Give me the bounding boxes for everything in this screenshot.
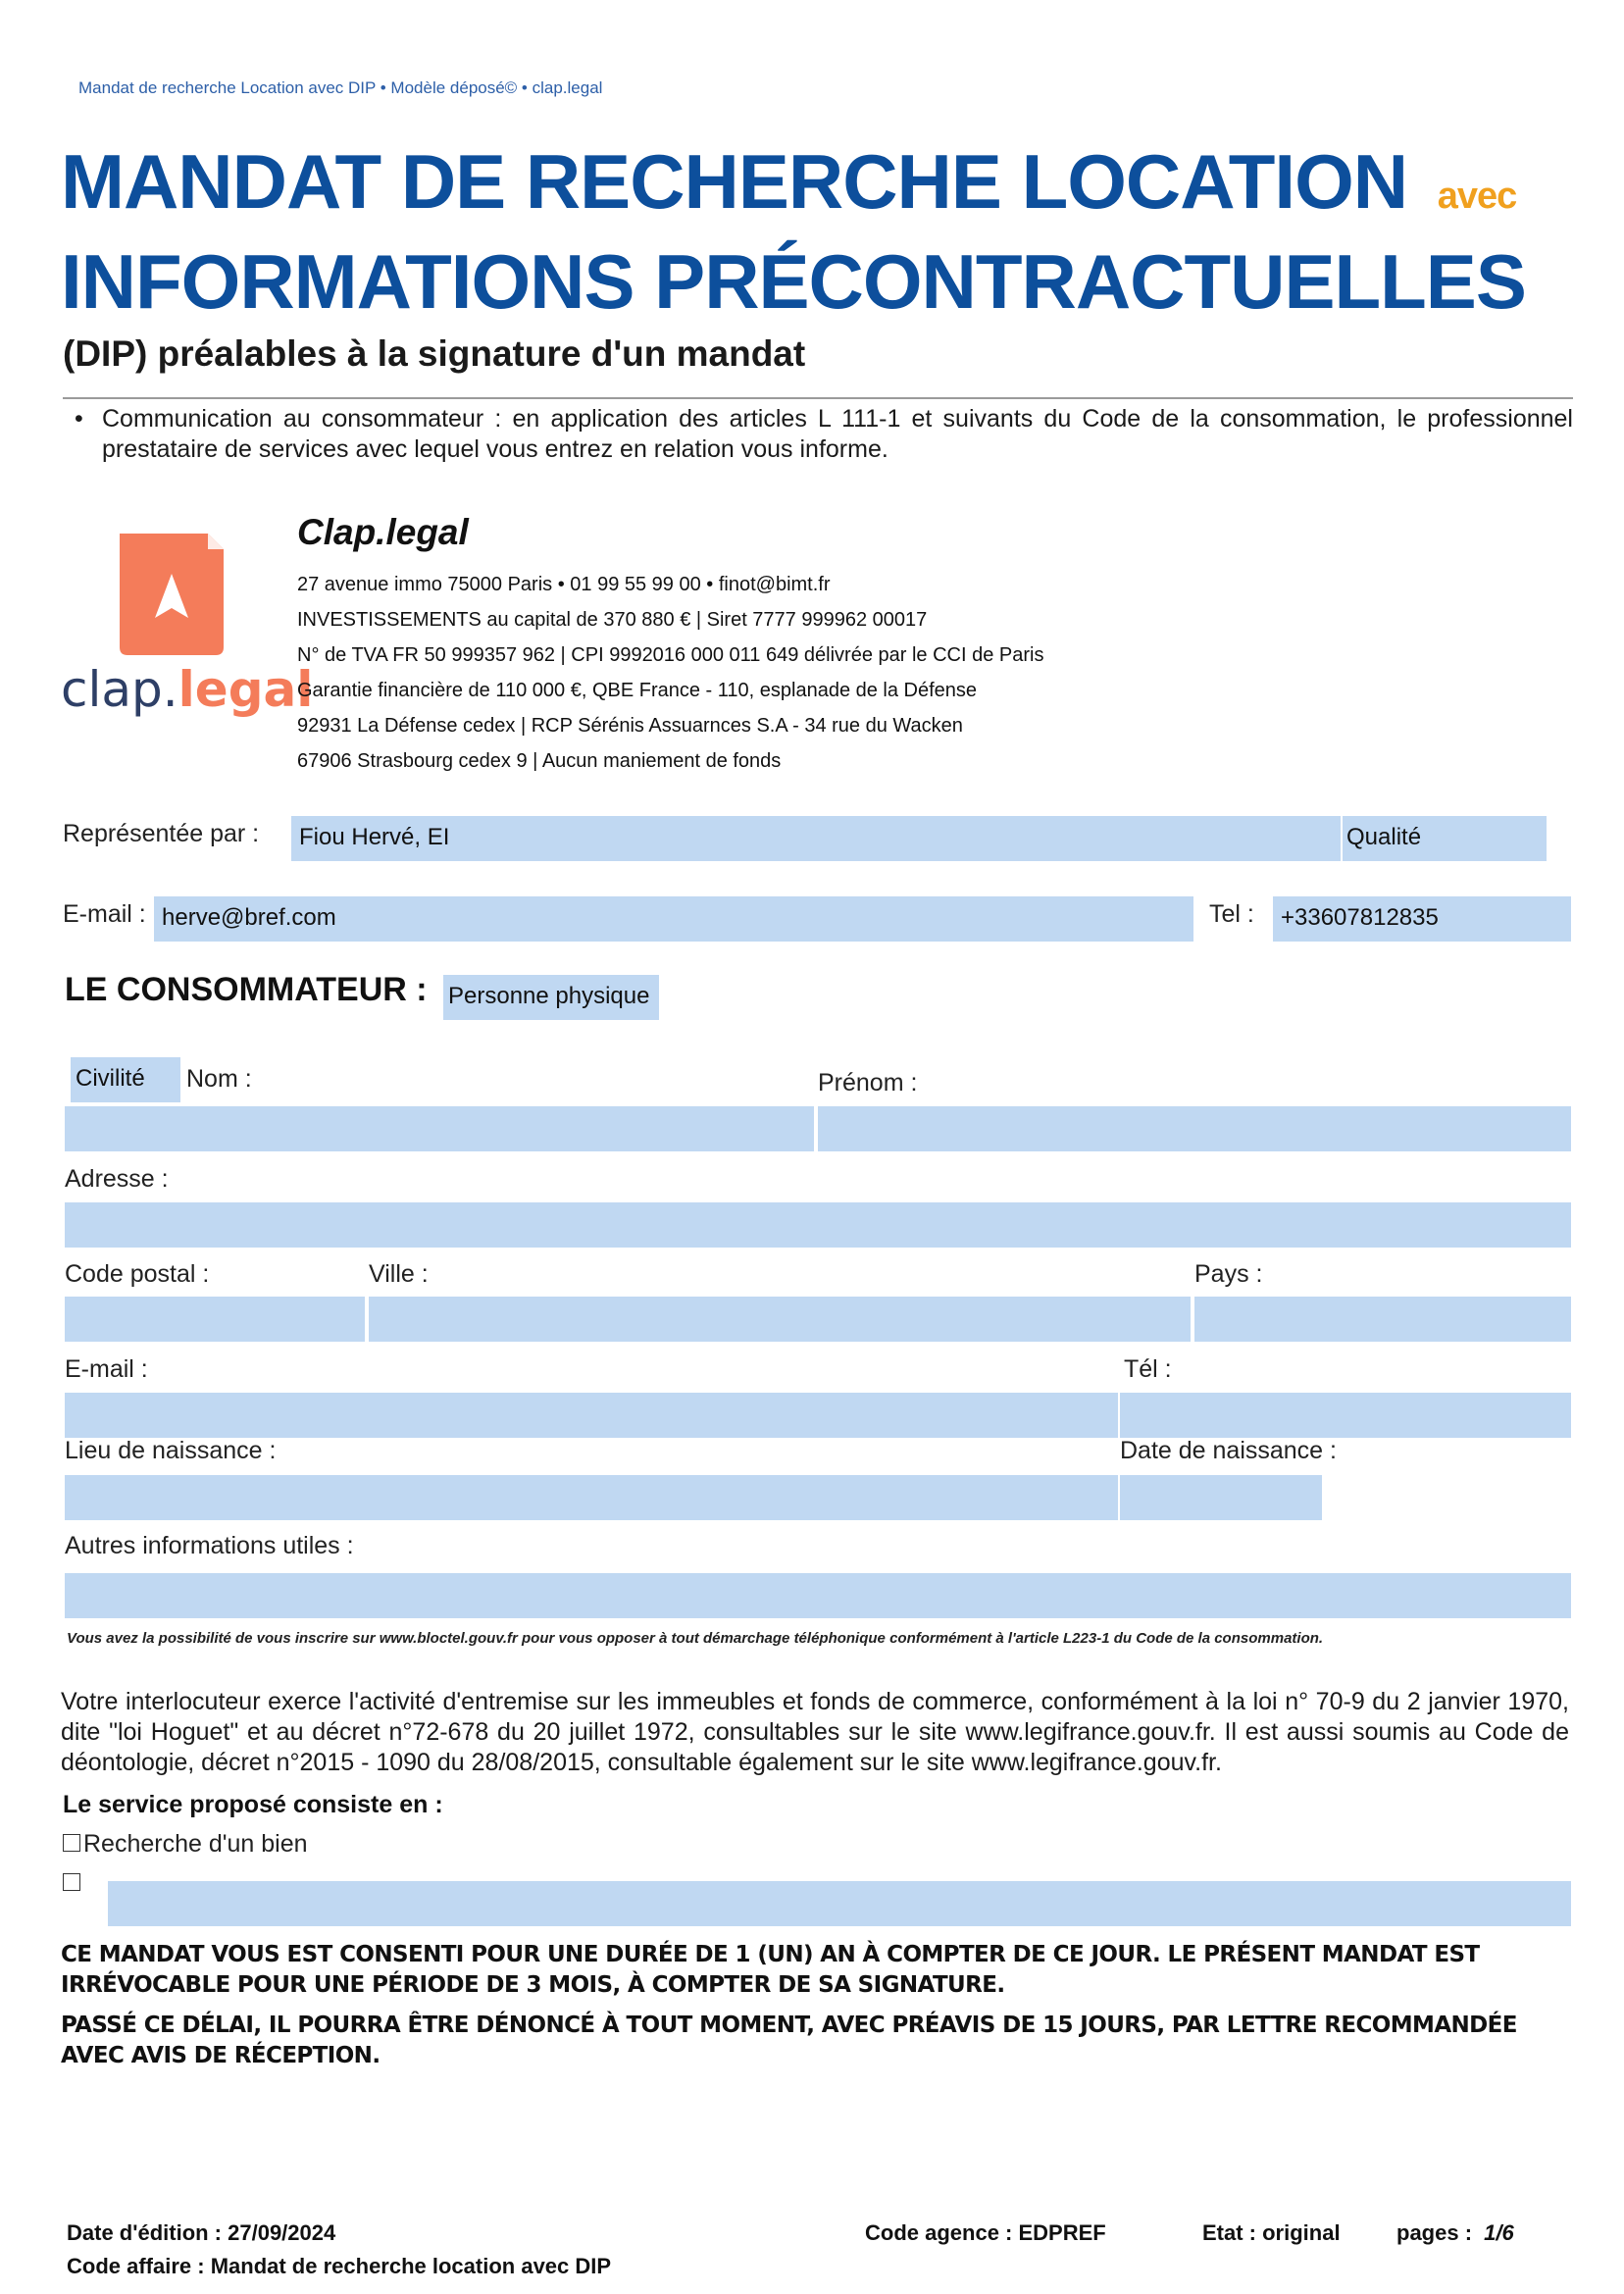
title-divider: [63, 397, 1573, 399]
autres-field[interactable]: [65, 1573, 1571, 1618]
pages-label: pages :: [1396, 2220, 1473, 2245]
company-details: [297, 567, 1043, 779]
option1-label: Recherche d'un bien: [83, 1830, 308, 1858]
intro-text: Communication au consommateur : en application des articles L 111-1 et suivants du Code de la consommation, le professionnel prestataire de services avec lequel vous entrez en relation vous informe.: [102, 405, 1573, 463]
adresse-field[interactable]: [65, 1202, 1571, 1248]
cp-field[interactable]: [65, 1297, 365, 1342]
quality-field[interactable]: Qualité: [1343, 816, 1547, 861]
page-title-line2: INFORMATIONS PRÉCONTRACTUELLES: [61, 238, 1526, 325]
footer-pages: [1396, 2220, 1514, 2246]
prenom-field[interactable]: [818, 1106, 1571, 1151]
rep-email-field[interactable]: herve@bref.com: [154, 896, 1193, 942]
adresse-label: Adresse :: [65, 1165, 169, 1193]
title-avec: avec: [1437, 176, 1517, 217]
rep-tel-label: Tel :: [1209, 900, 1254, 928]
consumer-email-field[interactable]: [65, 1393, 1118, 1438]
consumer-tel-label: Tél :: [1124, 1355, 1172, 1383]
company-line: Garantie financière de 110 000 €, QBE France - 110, esplanade de la Défense: [297, 680, 978, 701]
breadcrumb: Mandat de recherche Location avec DIP • Modèle déposé© • clap.legal: [78, 78, 603, 97]
footer-code-affaire: Code affaire : Mandat de recherche location avec DIP: [67, 2254, 612, 2278]
consumer-type-field[interactable]: Personne physique: [443, 975, 659, 1020]
consumer-email-label: E-mail :: [65, 1355, 148, 1383]
service-option1: [63, 1830, 308, 1859]
company-name: Clap.legal: [297, 512, 469, 552]
company-line: 92931 La Défense cedex | RCP Sérénis Assuarnces S.A - 34 rue du Wacken: [297, 715, 963, 737]
footer-etat: Etat : original: [1202, 2220, 1341, 2245]
intro-bullet: • Communication au consommateur : en application des articles L 111-1 et suivants du Code de la consommation, le professionnel prestataire de services avec lequel vous entrez en relation vous informe.: [75, 405, 1573, 463]
company-line: 27 avenue immo 75000 Paris • 01 99 55 99 00 • finot@bimt.fr: [297, 574, 831, 595]
prenom-label: Prénom :: [818, 1069, 918, 1096]
lieu-naissance-label: Lieu de naissance :: [65, 1437, 277, 1464]
hoguet-paragraph: Votre interlocuteur exerce l'activité d'entremise sur les immeubles et fonds de commerce, conformément à la loi n° 70-9 du 2 janvier 1970, dite "loi Hoguet" et au décret n°72-678 du 20 juillet 1972, consultables sur le site www.legifrance.gouv.fr. Il est aussi soumis au Code de déontologie, décret n°2015 - 1090 du 28/08/2015, consultable également sur le site www.legifrance.gouv.fr.: [61, 1688, 1569, 1776]
pays-label: Pays :: [1194, 1260, 1263, 1288]
rep-email-label: E-mail :: [63, 900, 146, 928]
autres-label: Autres informations utiles :: [65, 1532, 354, 1559]
company-line: 67906 Strasbourg cedex 9 | Aucun maniement de fonds: [297, 750, 782, 772]
page-title-line1: [61, 137, 1516, 240]
pages-value: 1/6: [1484, 2220, 1514, 2245]
ville-label: Ville :: [369, 1260, 429, 1288]
rep-tel-field[interactable]: +33607812835: [1273, 896, 1571, 942]
title-main: MANDAT DE RECHERCHE LOCATION: [61, 138, 1408, 225]
company-line: INVESTISSEMENTS au capital de 370 880 € | Siret 7777 999962 00017: [297, 609, 928, 631]
footer-code-agence: Code agence : EDPREF: [865, 2220, 1106, 2245]
footer-edition-date: Date d'édition : 27/09/2024: [67, 2220, 336, 2245]
page-subtitle: (DIP) préalables à la signature d'un mandat: [63, 333, 806, 374]
consumer-tel-field[interactable]: [1120, 1393, 1571, 1438]
bloctel-note: Vous avez la possibilité de vous inscrire sur www.bloctel.gouv.fr pour vous opposer à tout démarchage téléphonique conformément à l'article L223-1 du Code de la consommation.: [67, 1630, 1324, 1647]
service-other-field[interactable]: [108, 1881, 1571, 1926]
consumer-heading: LE CONSOMMATEUR :: [65, 971, 428, 1008]
date-naissance-label: Date de naissance :: [1120, 1437, 1337, 1464]
civilite-field[interactable]: Civilité: [71, 1057, 180, 1102]
logo-text: clap.legal: [61, 661, 314, 718]
cp-label: Code postal :: [65, 1260, 210, 1288]
termination-clause: PASSÉ CE DÉLAI, IL POURRA ÊTRE DÉNONCÉ À TOUT MOMENT, AVEC PRÉAVIS DE 15 JOURS, PAR LETTRE RECOMMANDÉE AVEC AVIS DE RÉCEPTION.: [61, 2013, 1517, 2068]
representative-label: Représentée par :: [63, 820, 260, 847]
company-logo: [61, 530, 314, 726]
representative-field[interactable]: Fiou Hervé, EI: [291, 816, 1341, 861]
service-heading: Le service proposé consiste en :: [63, 1791, 443, 1818]
pays-field[interactable]: [1194, 1297, 1571, 1342]
option1-checkbox[interactable]: [63, 1834, 80, 1852]
ville-field[interactable]: [369, 1297, 1191, 1342]
company-line: N° de TVA FR 50 999357 962 | CPI 9992016 000 011 649 délivrée par le CCI de Paris: [297, 644, 1044, 666]
date-naissance-field[interactable]: [1120, 1475, 1322, 1520]
nom-field[interactable]: [65, 1106, 814, 1151]
lieu-naissance-field[interactable]: [65, 1475, 1118, 1520]
duration-clause: CE MANDAT VOUS EST CONSENTI POUR UNE DURÉE DE 1 (UN) AN À COMPTER DE CE JOUR. LE PRÉSENT MANDAT EST IRRÉVOCABLE POUR UNE PÉRIODE DE 3 MOIS, À COMPTER DE SA SIGNATURE.: [61, 1942, 1480, 1998]
nom-label: Nom :: [186, 1065, 252, 1093]
option2-checkbox[interactable]: [63, 1873, 80, 1891]
